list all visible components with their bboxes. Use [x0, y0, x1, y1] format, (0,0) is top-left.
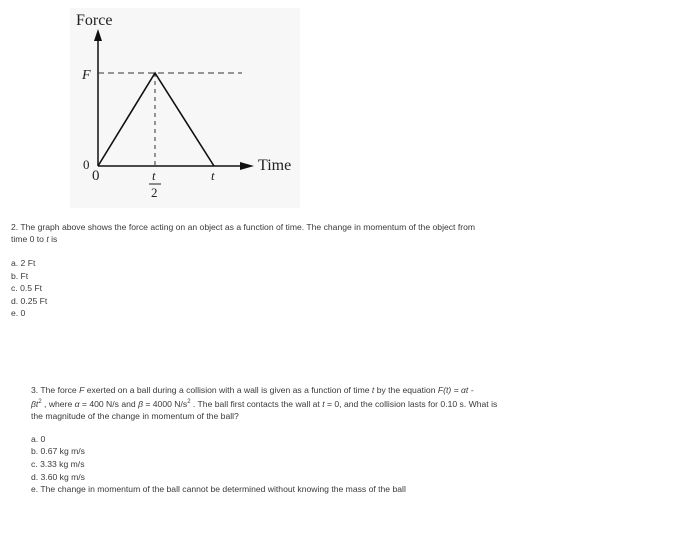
- q3-text-1: 3. The force: [31, 385, 80, 395]
- q3-equation: F(t) = αt -: [437, 385, 474, 395]
- q3-beta-t-exponent: 2: [38, 399, 42, 405]
- q3-text-5: = 400 N/s and: [79, 398, 139, 409]
- q2-stem-var-t: t: [46, 234, 49, 244]
- q3-var-beta: β: [138, 398, 143, 409]
- question-2-stem: [11, 221, 571, 245]
- y-axis-label: Force: [76, 12, 113, 29]
- q2-stem-line2b: is: [48, 234, 58, 244]
- q2-option-d[interactable]: d. 0.25 Ft: [11, 295, 48, 306]
- q3-text-2: exerted on a ball during a collision with a wall is given as a function of time: [84, 385, 372, 395]
- origin-label: 0: [92, 168, 100, 184]
- q3-beta-t: βt: [31, 398, 39, 409]
- half-t-denominator: 2: [151, 185, 158, 200]
- q3-var-F: F: [79, 385, 85, 395]
- q3-text-3: by the equation: [374, 385, 438, 395]
- q3-option-a[interactable]: a. 0: [31, 433, 46, 444]
- x-axis-label: Time: [258, 157, 292, 174]
- q3-text-line3: the magnitude of the change in momentum of the ball?: [31, 410, 239, 421]
- q3-unit-exponent: 2: [187, 399, 191, 405]
- half-t-numerator: t: [152, 168, 156, 183]
- q2-option-c[interactable]: c. 0.5 Ft: [11, 283, 43, 294]
- q3-text-8: = 0, and the collision lasts for 0.10 s. What is: [324, 398, 498, 409]
- question-3-options: [31, 433, 591, 496]
- question-2: [11, 221, 571, 320]
- q3-option-c[interactable]: c. 3.33 kg m/s: [31, 459, 85, 470]
- origin-label-small: 0: [83, 157, 90, 172]
- q3-option-d[interactable]: d. 3.60 kg m/s: [31, 471, 85, 482]
- q3-var-t2: t: [322, 398, 325, 409]
- q3-text-7: . The ball first contacts the wall at: [190, 398, 323, 409]
- question-3: [31, 384, 591, 496]
- q2-option-b[interactable]: b. Ft: [11, 270, 29, 281]
- question-2-options: [11, 257, 571, 320]
- question-3-stem: [31, 384, 591, 422]
- q3-text-6: = 4000 N/s: [142, 398, 188, 409]
- q3-var-t: t: [371, 385, 375, 395]
- graph-background: [70, 8, 300, 208]
- force-time-graph: [0, 0, 320, 215]
- q3-option-e[interactable]: e. The change in momentum of the ball cannot be determined without knowing the mass of the ball: [31, 484, 406, 495]
- t-label: t: [211, 168, 215, 183]
- q2-option-e[interactable]: e. 0: [11, 308, 26, 319]
- q2-option-a[interactable]: a. 2 Ft: [11, 258, 36, 268]
- q2-stem-line2a: time 0 to: [11, 234, 47, 244]
- q2-stem-line1: 2. The graph above shows the force acting on an object as a function of time. The change in momentum of the object from: [11, 222, 476, 232]
- q3-var-alpha: α: [74, 398, 80, 409]
- q3-option-b[interactable]: b. 0.67 kg m/s: [31, 446, 85, 457]
- q3-text-4: , where: [41, 398, 75, 409]
- f-label: F: [82, 68, 91, 83]
